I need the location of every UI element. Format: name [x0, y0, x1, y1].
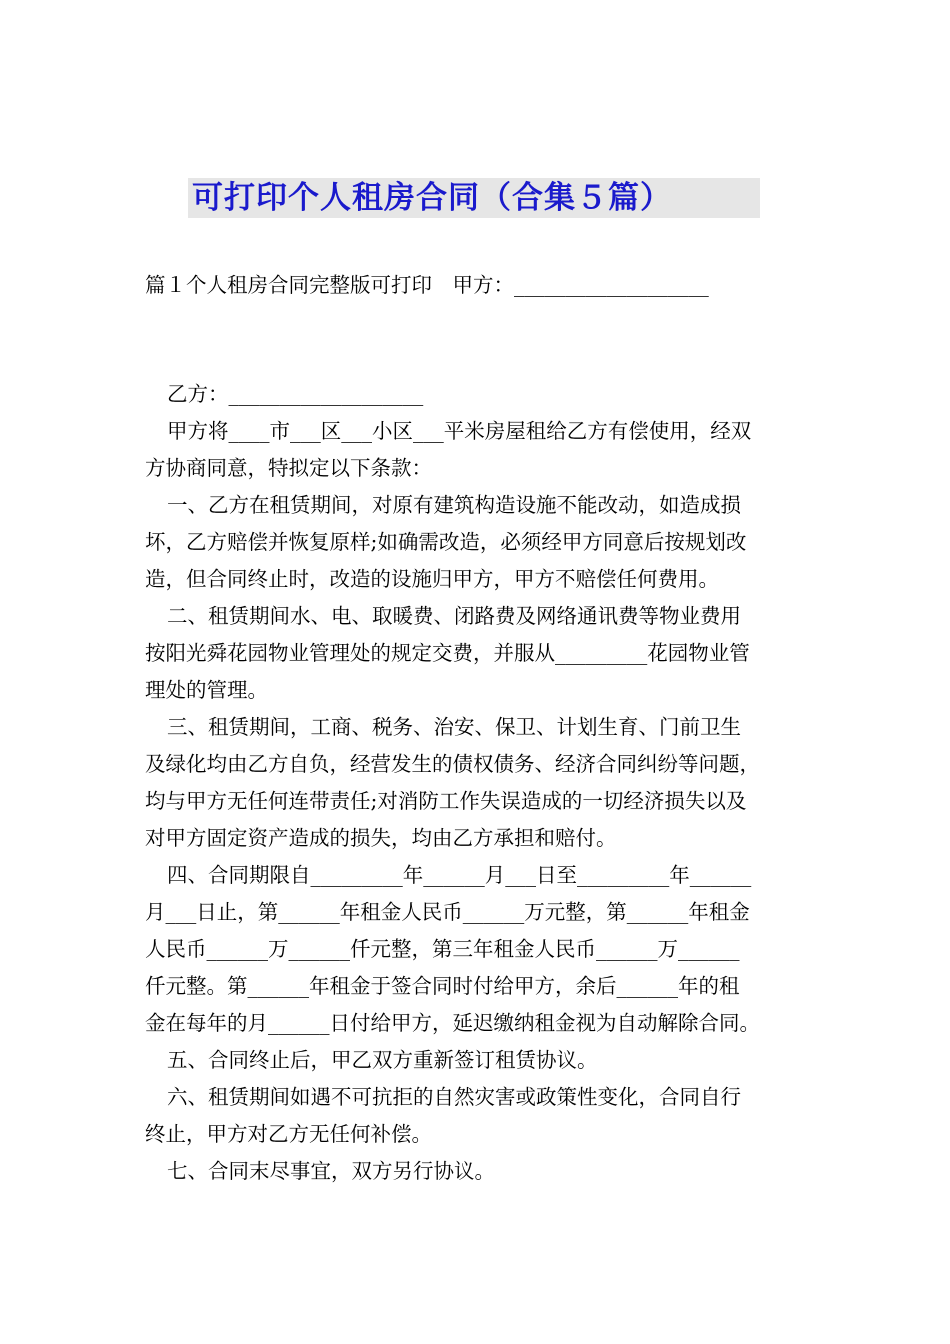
paragraph-line: 按阳光舜花园物业管理处的规定交费，并服从_________花园物业管 — [145, 641, 750, 665]
paragraph-line: 二、租赁期间水、电、取暖费、闭路费及网络通讯费等物业费用 — [167, 604, 741, 628]
party-b-line: 乙方：___________________ — [167, 382, 424, 406]
paragraph-line: 仟元整。第______年租金于签合同时付给甲方，余后______年的租 — [145, 974, 740, 998]
paragraph-line: 甲方将____市___区___小区___平米房屋租给乙方有偿使用，经双 — [167, 419, 752, 443]
paragraph-line: 理处的管理。 — [145, 678, 268, 702]
paragraph-line: 四、合同期限自_________年______月___日至_________年______ — [167, 863, 752, 887]
paragraph-line: 五、合同终止后，甲乙双方重新签订租赁协议。 — [167, 1048, 598, 1072]
paragraph-line: 终止，甲方对乙方无任何补偿。 — [145, 1122, 432, 1146]
paragraph-line: 月___日止，第______年租金人民币______万元整，第______年租金 — [145, 900, 750, 924]
paragraph-line: 及绿化均由乙方自负，经营发生的债权债务、经济合同纠纷等问题， — [145, 752, 760, 776]
paragraph-line: 三、租赁期间，工商、税务、治安、保卫、计划生育、门前卫生 — [167, 715, 741, 739]
section-heading-line: 篇１个人租房合同完整版可打印 甲方：___________________ — [145, 273, 709, 297]
paragraph-line: 对甲方固定资产造成的损失，均由乙方承担和赔付。 — [145, 826, 617, 850]
paragraph-line: 金在每年的月______日付给甲方，延迟缴纳租金视为自动解除合同。 — [145, 1011, 760, 1035]
paragraph-line: 七、合同末尽事宜，双方另行协议。 — [167, 1159, 495, 1183]
paragraph-line: 一、乙方在租赁期间，对原有建筑构造设施不能改动，如造成损 — [167, 493, 741, 517]
paragraph-line: 坏，乙方赔偿并恢复原样;如确需改造，必须经甲方同意后按规划改 — [145, 530, 747, 554]
paragraph-line: 方协商同意，特拟定以下条款： — [145, 456, 432, 480]
document-title: 可打印个人租房合同（合集５篇） — [192, 180, 672, 216]
paragraph-line: 造，但合同终止时，改造的设施归甲方，甲方不赔偿任何费用。 — [145, 567, 719, 591]
paragraph-line: 均与甲方无任何连带责任;对消防工作失误造成的一切经济损失以及 — [145, 789, 747, 813]
paragraph-line: 六、租赁期间如遇不可抗拒的自然灾害或政策性变化，合同自行 — [167, 1085, 741, 1109]
paragraph-line: 人民币______万______仟元整，第三年租金人民币______万______ — [145, 937, 740, 961]
